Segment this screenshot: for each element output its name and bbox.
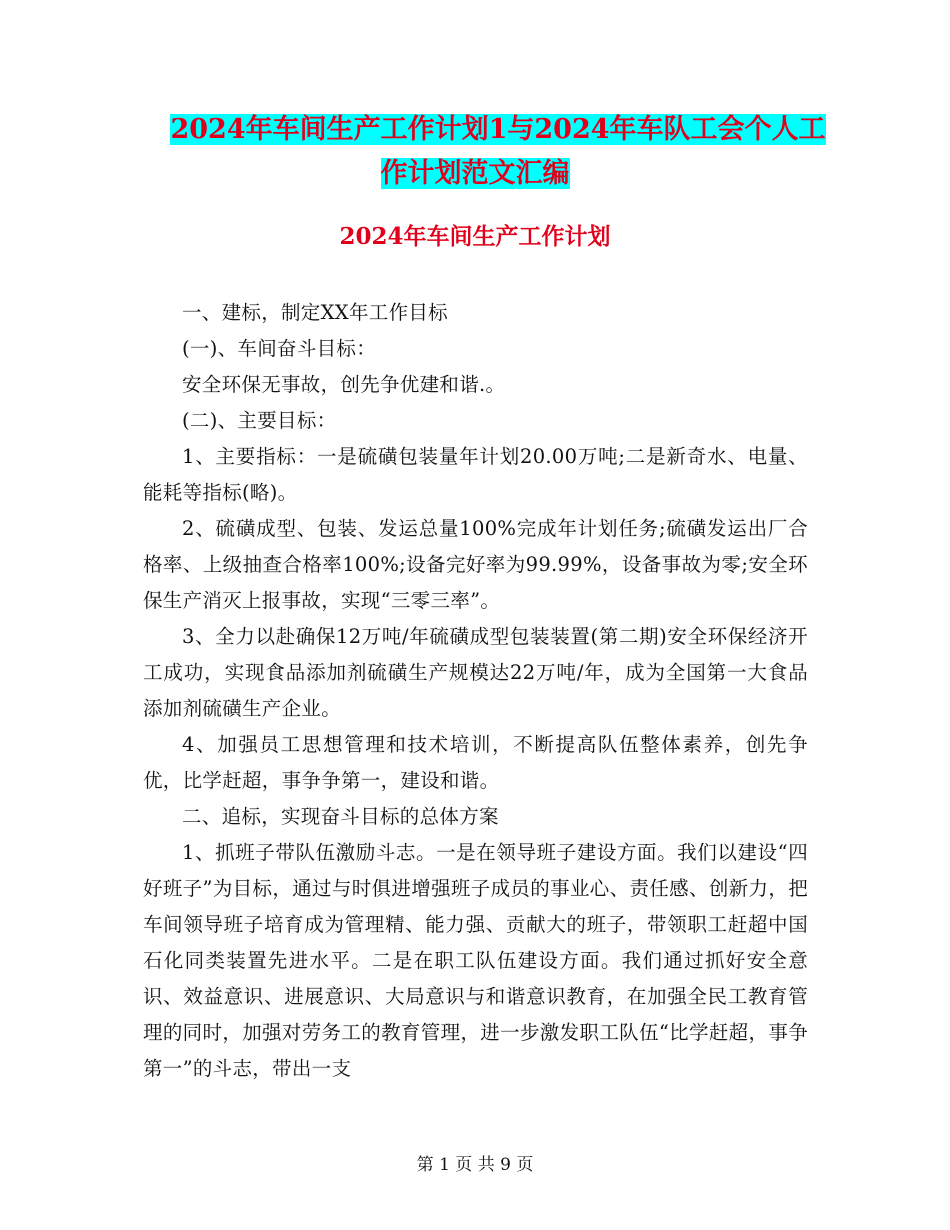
document-body — [143, 295, 808, 1087]
paragraph: 1、主要指标：一是硫磺包装量年计划20.00万吨;二是新奇水、电量、能耗等指标(略)。 — [143, 445, 808, 504]
paragraph: 4、加强员工思想管理和技术培训，不断提高队伍整体素养，创先争优，比学赶超，事争争第一，建设和谐。 — [143, 733, 808, 792]
paragraph: 3、全力以赴确保12万吨/年硫磺成型包装装置(第二期)安全环保经济开工成功，实现食品添加剂硫磺生产规模达22万吨/年，成为全国第一大食品添加剂硫磺生产企业。 — [143, 625, 808, 720]
page-footer: 第 1 页 共 9 页 — [416, 1155, 534, 1175]
paragraph: 安全环保无事故，创先争优建和谐.。 — [182, 373, 506, 396]
paragraph: 1、抓班子带队伍激励斗志。一是在领导班子建设方面。我们以建设“四好班子”为目标，通过与时俱进增强班子成员的事业心、责任感、创新力，把车间领导班子培育成为管理精、能力强、贡献大的班子，带领职工赶超中国石化同类装置先进水平。二是在职工队伍建设方面。我们通过抓好安全意识、效益意识、进展意识、大局意识与和谐意识教育，在加强全民工教育管理的同时，加强对劳务工的教育管理，进一步激发职工队伍“比学赶超，事争第一”的斗志，带出一支 — [143, 841, 808, 1080]
document-title-text-2: 作计划范文汇编 — [380, 158, 570, 189]
document-title-line-2 — [0, 157, 950, 191]
paragraph: (二)、主要目标： — [182, 409, 337, 432]
paragraph: 二、追标，实现奋斗目标的总体方案 — [182, 805, 499, 828]
document-title-line-1 — [0, 113, 950, 147]
section-title: 2024年车间生产工作计划 — [339, 223, 611, 250]
paragraph: 2、硫磺成型、包装、发运总量100%完成年计划任务;硫磺发运出厂合格率、上级抽查合格率100%;设备完好率为99.99%，设备事故为零;安全环保生产消灭上报事故，实现“三零三率”。 — [143, 517, 808, 612]
document-title-text-1: 2024年车间生产工作计划1与2024年车队工会个人工 — [170, 114, 826, 145]
paragraph: (一)、车间奋斗目标： — [182, 337, 377, 360]
paragraph: 一、建标，制定XX年工作目标 — [182, 301, 448, 324]
